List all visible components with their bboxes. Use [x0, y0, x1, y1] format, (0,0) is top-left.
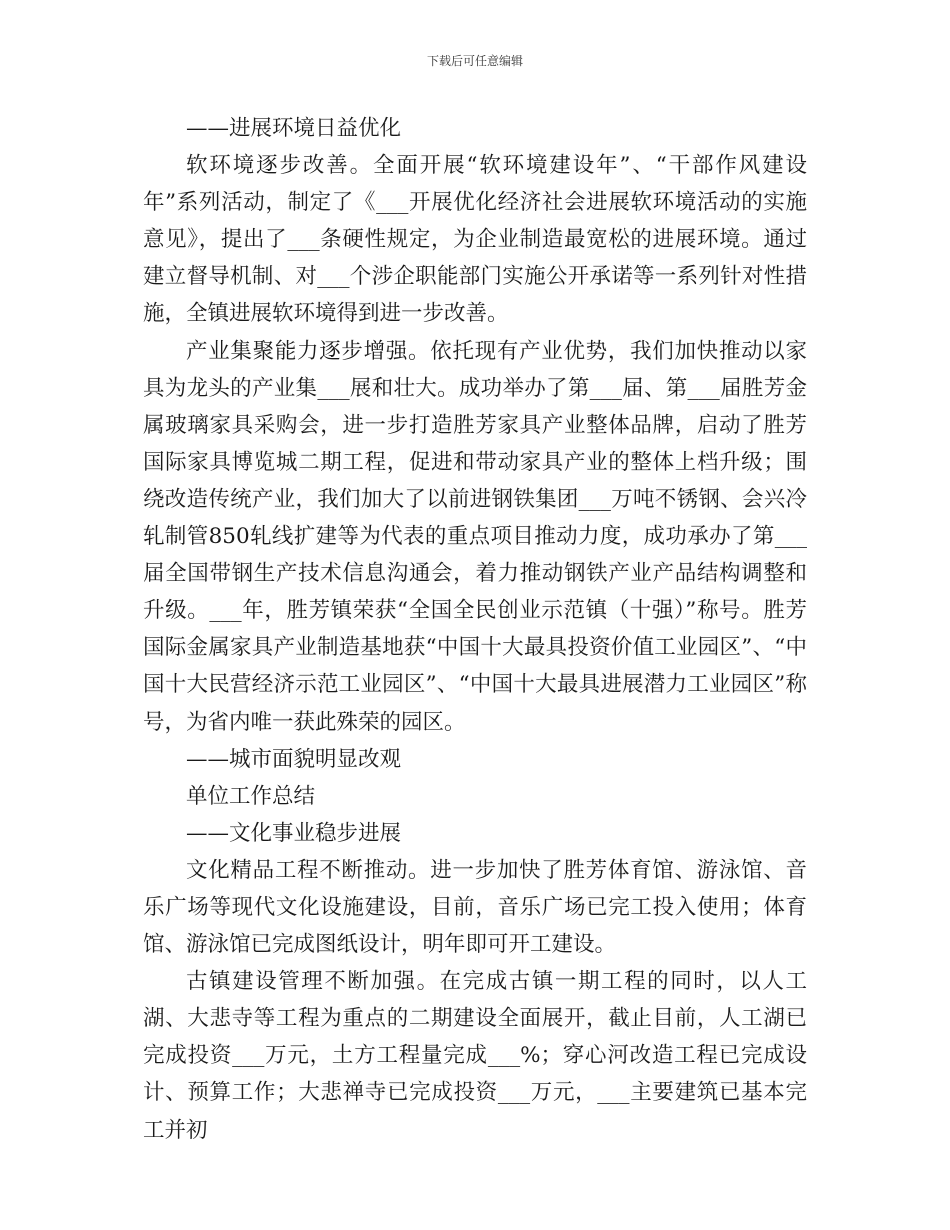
paragraph-soft-environment: 软环境逐步改善。全面开展“软环境建设年”、“干部作风建设年”系列活动，制定了《___开展优化经济社会进展软环境活动的实施意见》，提出了___条硬性规定，为企业制造最宽松的进展环境。通过建立督导机制、对___个涉企职能部门实施公开承诺等一系列针对性措施，全镇进展软环境得到进一步改善。: [143, 153, 807, 327]
paragraph-culture-projects: 文化精品工程不断推动。进一步加快了胜芳体育馆、游泳馆、音乐广场等现代文化设施建设，目前，音乐广场已完工投入使用；体育馆、游泳馆已完成图纸设计，明年即可开工建设。: [143, 857, 807, 958]
section-heading-city: ——城市面貌明显改观: [186, 746, 402, 772]
section-heading-environment: ——进展环境日益优化: [186, 116, 402, 141]
paragraph-ancient-town: 古镇建设管理不断加强。在完成古镇一期工程的同时，以人工湖、大悲寺等工程为重点的二期建设全面展开，截止目前，人工湖已完成投资___万元，土方工程量完成___%；穿心河改造工程已完成设计、预算工作；大悲禅寺已完成投资___万元，___主要建筑已基本完工并初: [143, 969, 807, 1143]
section-heading-summary: 单位工作总结: [186, 783, 316, 809]
page-header: 下载后可任意编辑: [426, 54, 523, 68]
paragraph-industry-cluster: 产业集聚能力逐步增强。依托现有产业优势，我们加快推动以家具为龙头的产业集___展和壮大。成功举办了第___届、第___届胜芳金属玻璃家具采购会，进一步打造胜芳家具产业整体品牌，启动了胜芳国际家具博览城二期工程，促进和带动家具产业的整体上档升级；围绕改造传统产业，我们加大了以前进钢铁集团___万吨不锈钢、会兴冷轧制管850轧线扩建等为代表的重点项目推动力度，成功承办了第___届全国带钢生产技术信息沟通会，着力推动钢铁产业产品结构调整和升级。___年，胜芳镇荣获“全国全民创业示范镇（十强）”称号。胜芳国际金属家具产业制造基地获“中国十大最具投资价值工业园区”、“中国十大民营经济示范工业园区”、“中国十大最具进展潜力工业园区”称号，为省内唯一获此殊荣的园区。: [143, 338, 807, 735]
document-body: [143, 110, 807, 1149]
section-heading-culture: ——文化事业稳步进展: [186, 820, 402, 846]
